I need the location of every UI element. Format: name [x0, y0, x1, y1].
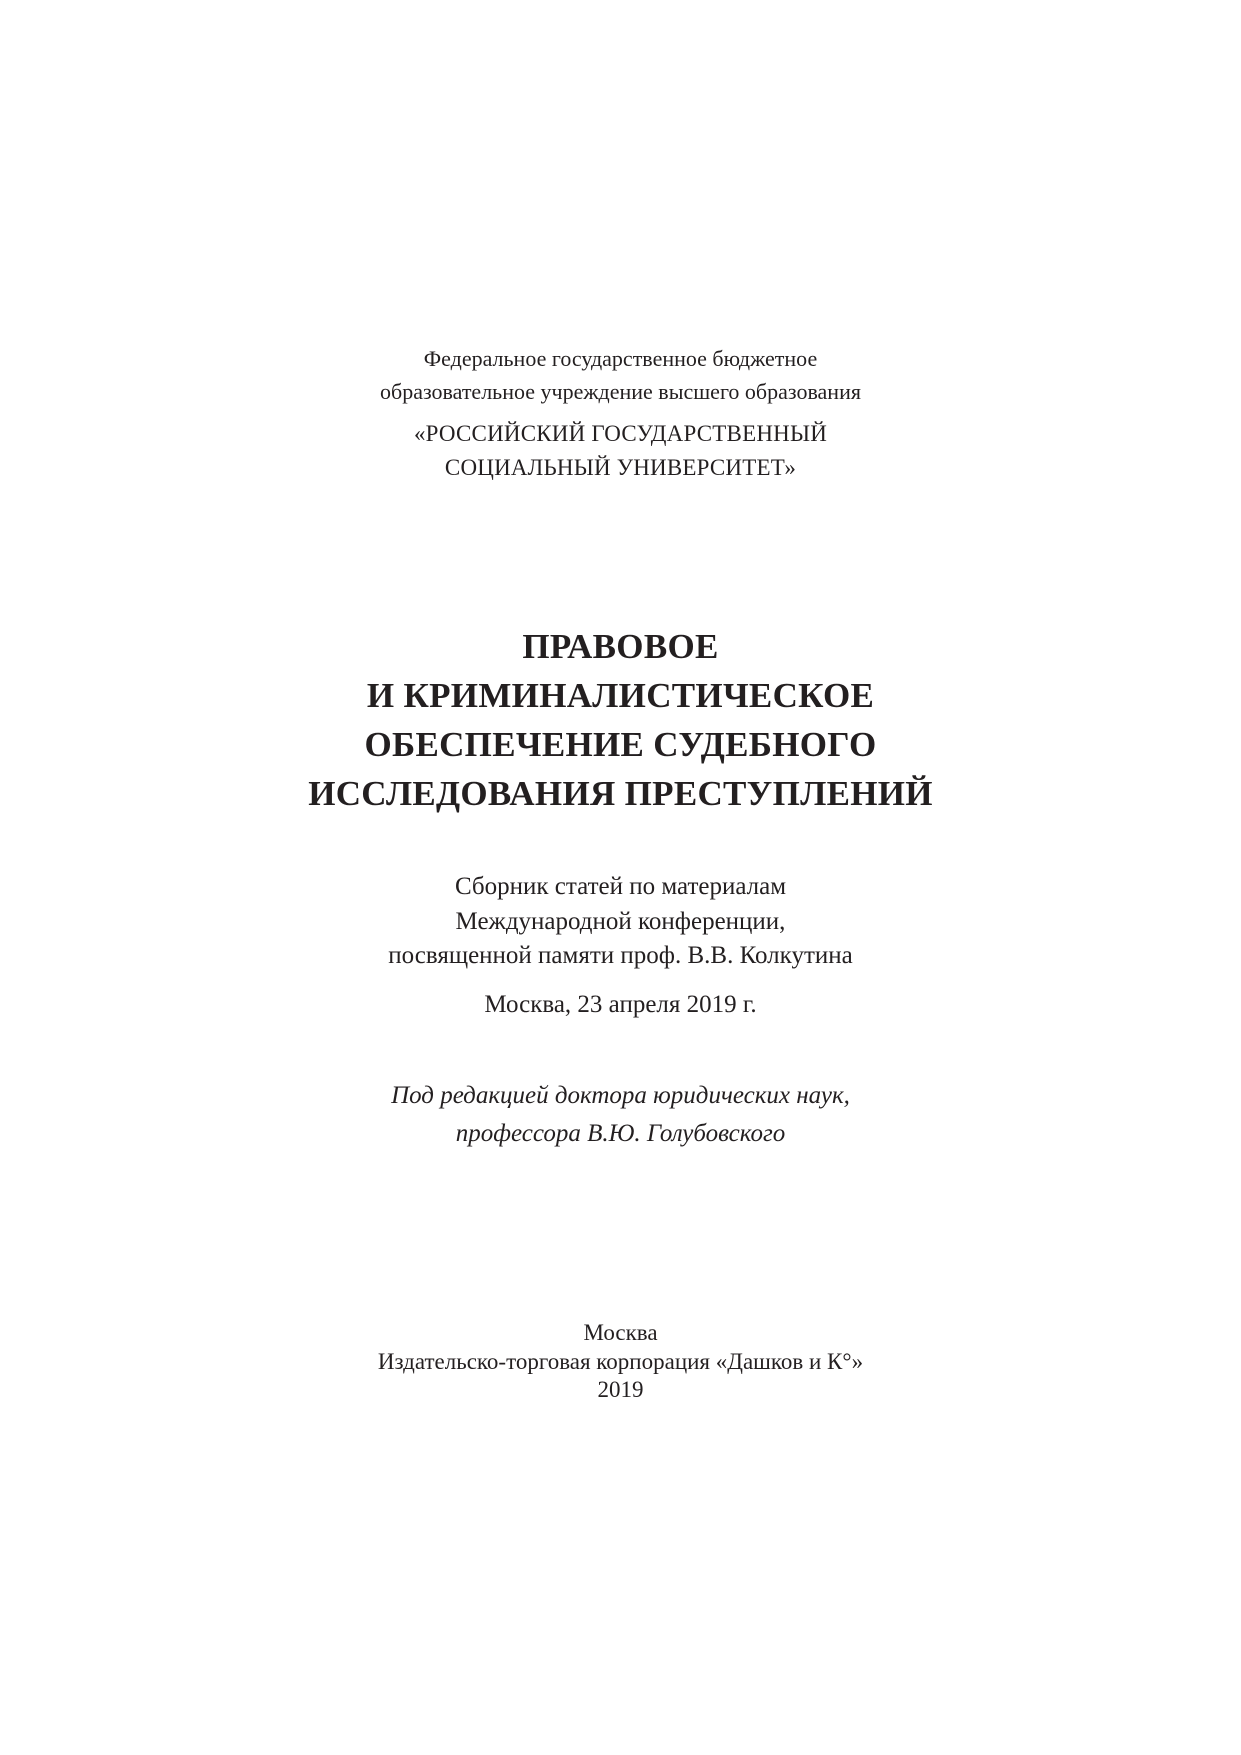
- institution-header: [0, 342, 1241, 408]
- university-line-1: «РОССИЙСКИЙ ГОСУДАРСТВЕННЫЙ: [413, 421, 828, 446]
- university-name: [0, 417, 1241, 485]
- book-title-line-1: ПРАВОВОЕ: [522, 627, 719, 666]
- editor-credit-line-2: профессора В.Ю. Голубовского: [455, 1120, 786, 1147]
- editor-credit: [0, 1077, 1241, 1153]
- imprint-city: Москва: [583, 1320, 658, 1345]
- collection-description-line-3: посвященной памяти проф. В.В. Колкутина: [388, 942, 853, 969]
- institution-line-2: образовательное учреждение высшего образования: [380, 379, 861, 404]
- book-title-line-2: И КРИМИНАЛИСТИЧЕСКОЕ: [366, 676, 875, 715]
- book-title-line-3: ОБЕСПЕЧЕНИЕ СУДЕБНОГО: [364, 725, 877, 764]
- collection-description-line-1: Сборник статей по материалам: [454, 873, 787, 900]
- institution-line-1: Федеральное государственное бюджетное: [423, 346, 818, 371]
- conference-date: [0, 988, 1241, 1022]
- imprint-year: 2019: [597, 1377, 644, 1402]
- book-title: [0, 622, 1241, 818]
- imprint-publisher: Издательско-торговая корпорация «Дашков и К°»: [377, 1348, 864, 1374]
- university-line-2: СОЦИАЛЬНЫЙ УНИВЕРСИТЕТ»: [444, 455, 797, 480]
- collection-description: [0, 870, 1241, 974]
- conference-date-text: Москва, 23 апреля 2019 г.: [484, 991, 757, 1018]
- publisher-imprint: [0, 1319, 1241, 1405]
- book-title-line-4: ИССЛЕДОВАНИЯ ПРЕСТУПЛЕНИЙ: [308, 774, 933, 813]
- editor-credit-line-1: Под редакцией доктора юридических наук,: [391, 1082, 850, 1109]
- collection-description-line-2: Международной конференции,: [455, 907, 786, 935]
